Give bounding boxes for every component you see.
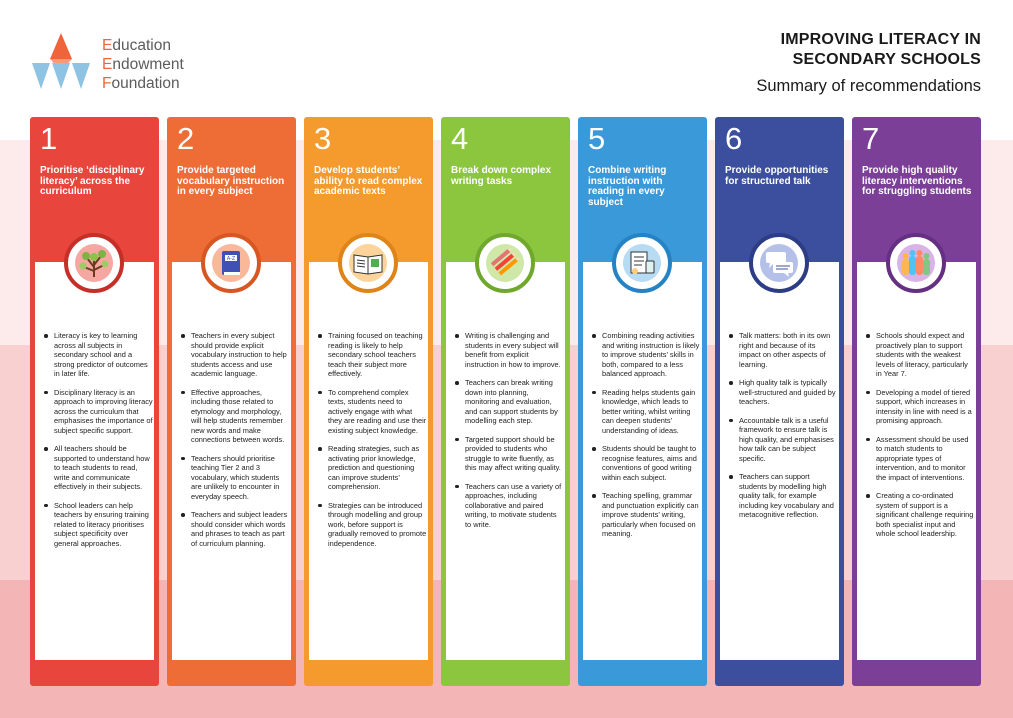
logo-line-foundation: Foundation	[102, 75, 180, 92]
page-title	[781, 30, 981, 70]
recommendation-title: Provide high quality literacy interventions for struggling students	[862, 165, 972, 197]
bullet-item: Disciplinary literacy is an approach to improving literacy across the curriculum that emphasises the importance of subject specific support.	[44, 388, 153, 436]
bullet-item: Teachers in every subject should provide explicit vocabulary instruction to help students access and use academic language.	[181, 331, 290, 379]
recommendation-column-1	[30, 117, 159, 686]
bullet-item: Strategies can be introduced through modelling and group work, before support is gradually removed to promote independence.	[318, 501, 427, 549]
logo-line-education: Education	[102, 37, 171, 54]
recommendation-bullets	[729, 331, 838, 529]
eef-logo-icon	[30, 31, 92, 93]
recommendation-bullets	[455, 331, 564, 538]
bullet-item: Reading strategies, such as activating prior knowledge, prediction and questioning can improve students’ comprehension.	[318, 444, 427, 492]
open-book-icon	[338, 233, 398, 293]
logo-line-endowment: Endowment	[102, 56, 184, 73]
bullet-item: Effective approaches, including those related to etymology and morphology, will help students remember new words and make connections between words.	[181, 388, 290, 445]
recommendation-number: 5	[588, 121, 606, 156]
page-title-line-2: SECONDARY SCHOOLS	[792, 51, 981, 68]
svg-text:A-Z: A-Z	[226, 256, 236, 262]
page-title-line-1: IMPROVING LITERACY IN	[780, 31, 981, 48]
eef-logo[interactable]	[30, 31, 220, 93]
pencils-icon	[475, 233, 535, 293]
recommendation-title: Develop students’ ability to read complex academic texts	[314, 165, 423, 197]
bullet-item: Targeted support should be provided to students who struggle to write fluently, as this may affect writing quality.	[455, 435, 564, 473]
bullet-item: High quality talk is typically well-structured and guided by teachers.	[729, 378, 838, 407]
recommendation-title: Provide opportunities for structured talk	[725, 165, 829, 187]
reading-writing-icon	[612, 233, 672, 293]
tree-icon	[64, 233, 124, 293]
bullet-item: Reading helps students gain knowledge, which leads to better writing, whilst writing can deepen students’ understanding of ideas.	[592, 388, 701, 436]
bullet-item: Creating a co-ordinated system of support is a significant challenge requiring both specialist input and whole school leadership.	[866, 491, 975, 539]
recommendation-number: 7	[862, 121, 880, 156]
bullet-item: School leaders can help teachers by ensuring training related to literacy prioritises subject specificity over general approaches.	[44, 501, 153, 549]
bullet-item: Developing a model of tiered support, which increases in intensity in line with need is a promising approach.	[866, 388, 975, 426]
bullet-item: Teachers can use a variety of approaches, including collaborative and paired writing, to motivate students to write.	[455, 482, 564, 530]
bullet-item: Teachers can support students by modelling high quality talk, for example including key vocabulary and metacognitive reflection.	[729, 472, 838, 520]
recommendation-bullets	[181, 331, 290, 557]
bullet-item: Literacy is key to learning across all subjects in secondary school and a strong predictor of outcomes in later life.	[44, 331, 153, 379]
bullet-item: Training focused on teaching reading is likely to help secondary school teachers teach their subject more effectively.	[318, 331, 427, 379]
bullet-item: Talk matters: both in its own right and because of its impact on other aspects of learning.	[729, 331, 838, 369]
recommendation-column-3	[304, 117, 433, 686]
recommendation-title: Combine writing instruction with reading in every subject	[588, 165, 667, 208]
bullet-item: Assessment should be used to match students to appropriate types of intervention, and to monitor the impact of interventions.	[866, 435, 975, 483]
bullet-item: All teachers should be supported to understand how to teach students to read, write and communicate effectively in their subjects.	[44, 444, 153, 492]
recommendation-number: 4	[451, 121, 469, 156]
bullet-item: Teachers can break writing down into planning, monitoring and evaluation, and can support students by modelling each step.	[455, 378, 564, 426]
recommendation-bullets	[866, 331, 975, 548]
recommendation-number: 6	[725, 121, 743, 156]
recommendation-column-7	[852, 117, 981, 686]
dictionary-icon	[201, 233, 261, 293]
recommendation-title: Prioritise ‘disciplinary literacy’ across the curriculum	[40, 165, 145, 197]
bullet-item: Writing is challenging and students in every subject will benefit from explicit instruction in how to improve.	[455, 331, 564, 369]
bullet-item: Teachers and subject leaders should consider which words and phrases to teach as part of curriculum planning.	[181, 510, 290, 548]
recommendation-title: Provide targeted vocabulary instruction in every subject	[177, 165, 285, 197]
recommendation-title: Break down complex writing tasks	[451, 165, 552, 187]
recommendation-bullets	[592, 331, 701, 548]
bullet-item: Combining reading activities and writing instruction is likely to improve students’ skills in both, compared to a less balanced approach.	[592, 331, 701, 379]
bullet-item: To comprehend complex texts, students need to actively engage with what they are reading and use their existing subject knowledge.	[318, 388, 427, 436]
recommendation-column-5	[578, 117, 707, 686]
recommendation-bullets	[318, 331, 427, 557]
logo-text	[102, 36, 184, 93]
recommendation-number: 3	[314, 121, 332, 156]
people-group-icon	[886, 233, 946, 293]
recommendation-bullets	[44, 331, 153, 557]
page-subtitle: Summary of recommendations	[756, 77, 981, 95]
recommendation-column-4	[441, 117, 570, 686]
bullet-item: Teachers should prioritise teaching Tier 2 and 3 vocabulary, which students are unlikely to encounter in everyday speech.	[181, 454, 290, 502]
bullet-item: Schools should expect and proactively plan to support students with the weakest levels of literacy, particularly in Year 7.	[866, 331, 975, 379]
bullet-item: Students should be taught to recognise features, aims and conventions of good writing within each subject.	[592, 444, 701, 482]
recommendation-column-6	[715, 117, 844, 686]
recommendation-number: 2	[177, 121, 195, 156]
bullet-item: Teaching spelling, grammar and punctuation explicitly can improve students’ writing, particularly when focused on meaning.	[592, 491, 701, 539]
bullet-item: Accountable talk is a useful framework to ensure talk is high quality, and emphasises how talk can be subject specific.	[729, 416, 838, 464]
recommendation-column-2	[167, 117, 296, 686]
speech-bubbles-icon	[749, 233, 809, 293]
recommendation-number: 1	[40, 121, 58, 156]
